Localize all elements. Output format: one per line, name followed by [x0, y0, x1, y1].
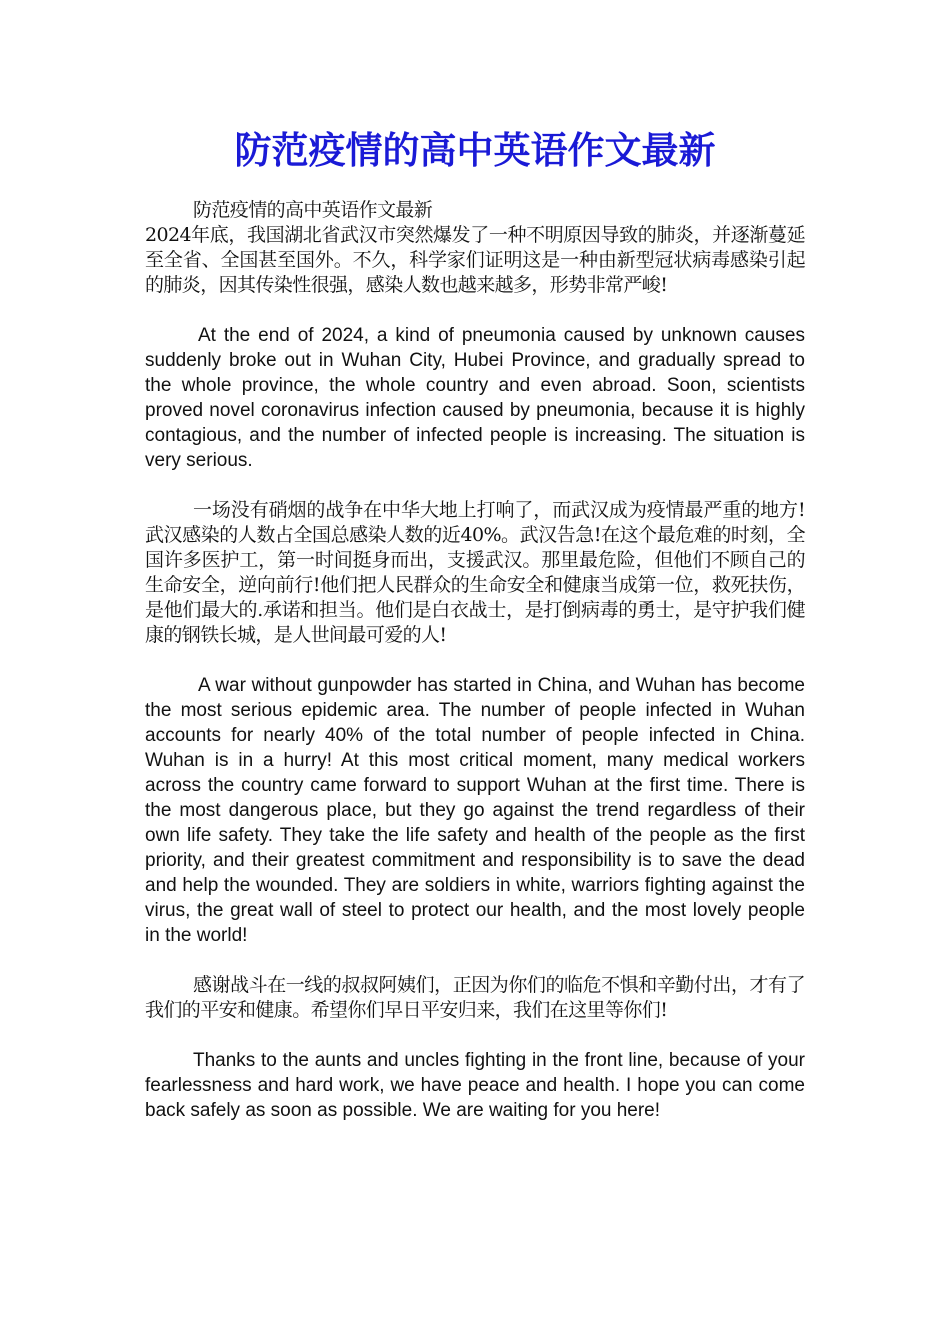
- paragraph-cn-1: 2024年底，我国湖北省武汉市突然爆发了一种不明原因导致的肺炎，并逐渐蔓延至全省、全国甚至国外。不久，科学家们证明这是一种由新型冠状病毒感染引起的肺炎，因其传染性很强，感染人数也越来越多，形势非常严峻!: [145, 224, 805, 296]
- document-title: 防范疫情的高中英语作文最新: [234, 128, 716, 172]
- paragraph-en-3: Thanks to the aunts and uncles fighting in the front line, because of your fearlessness and hard work, we have peace and health. I hope you can come back safely as soon as possible. We are waiting for you here!: [145, 1050, 805, 1121]
- paragraph-gap: [145, 1023, 805, 1048]
- subtitle-line: 防范疫情的高中英语作文最新: [193, 199, 433, 221]
- document-body: [145, 198, 805, 1123]
- paragraph-gap: [145, 298, 805, 323]
- paragraph-gap: [145, 473, 805, 498]
- paragraph-gap: [145, 948, 805, 973]
- paragraph-en-1: At the end of 2024, a kind of pneumonia caused by unknown causes suddenly broke out in Wuhan City, Hubei Province, and gradually spread to the whole province, the whole country and even abroad. Soon, scientists proved novel coronavirus infection caused by pneumonia, because it is highly contagious, and the number of infected people is increasing. The situation is very serious.: [145, 325, 805, 471]
- paragraph-cn-2: 一场没有硝烟的战争在中华大地上打响了，而武汉成为疫情最严重的地方!武汉感染的人数占全国总感染人数的近40%。武汉告急!在这个最危难的时刻，全国许多医护工，第一时间挺身而出，支援武汉。那里最危险，但他们不顾自己的生命安全，逆向前行!他们把人民群众的生命安全和健康当成第一位，救死扶伤，是他们最大的.承诺和担当。他们是白衣战士，是打倒病毒的勇士，是守护我们健康的钢铁长城，是人世间最可爱的人!: [145, 499, 805, 646]
- paragraph-cn-3: 感谢战斗在一线的叔叔阿姨们，正因为你们的临危不惧和辛勤付出，才有了我们的平安和健康。希望你们早日平安归来，我们在这里等你们!: [145, 974, 805, 1021]
- paragraph-gap: [145, 648, 805, 673]
- paragraph-en-2: A war without gunpowder has started in China, and Wuhan has become the most serious epidemic area. The number of people infected in Wuhan accounts for nearly 40% of the total number of people infected in China. Wuhan is in a hurry! At this most critical moment, many medical workers across the country came forward to support Wuhan at the first time. There is the most dangerous place, but they go against the trend regardless of their own life safety. They take the life safety and health of the people as the first priority, and their greatest commitment and responsibility is to save the dead and help the wounded. They are soldiers in white, warriors fighting against the virus, the great wall of steel to protect our health, and the most lovely people in the world!: [145, 675, 805, 946]
